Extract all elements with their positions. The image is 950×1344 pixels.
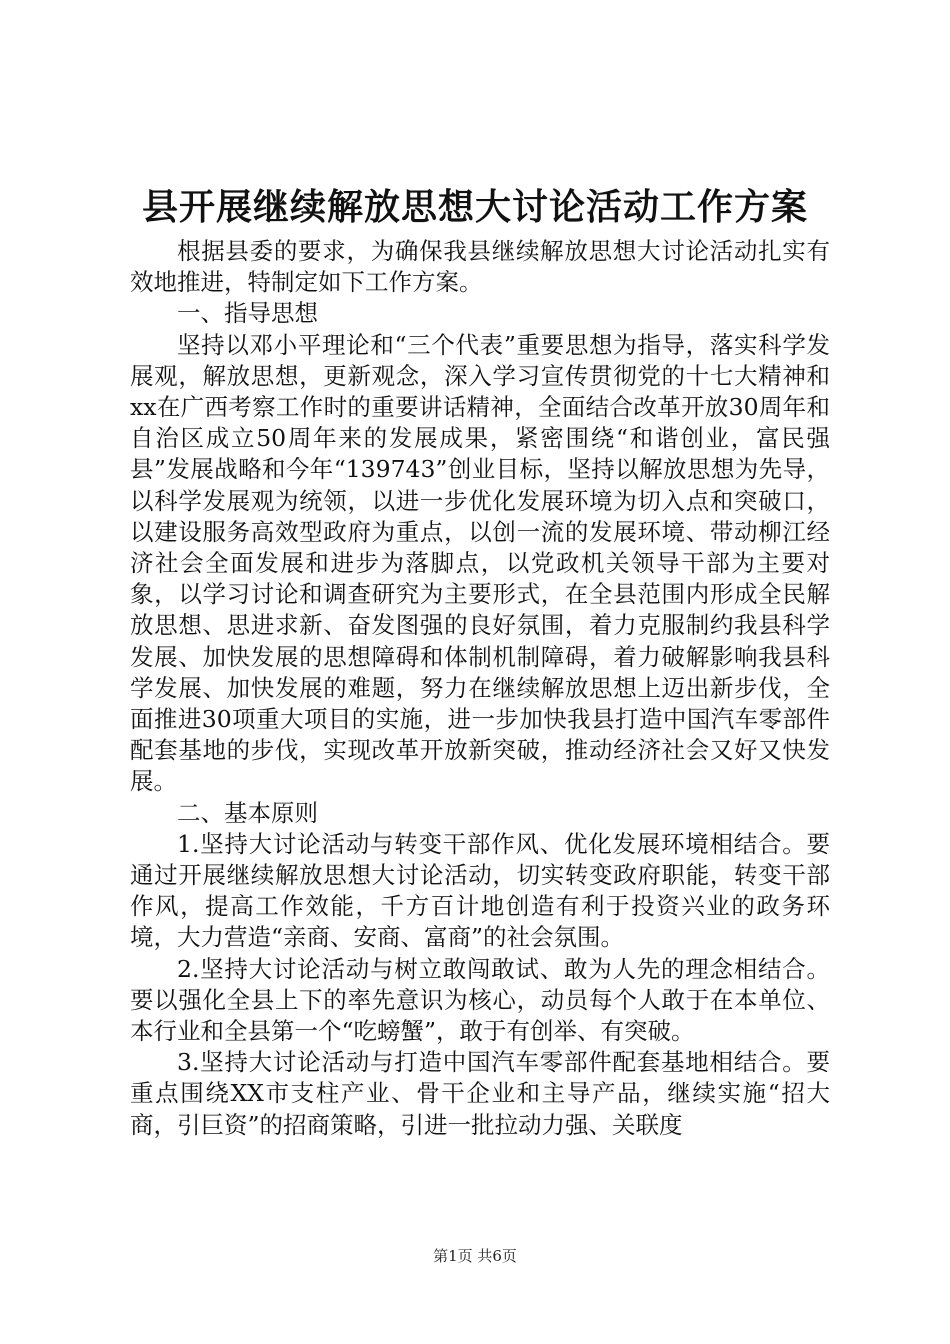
intro-paragraph: 根据县委的要求，为确保我县继续解放思想大讨论活动扎实有效地推进，特制定如下工作方案。 [130, 237, 830, 297]
section-heading: 二、基本原则 [177, 798, 318, 827]
section-heading: 一、指导思想 [177, 299, 318, 328]
page-number-footer: 第1页 共6页 [433, 1247, 517, 1265]
document-title: 县开展继续解放思想大讨论活动工作方案 [141, 186, 808, 228]
body-paragraph: 1.坚持大讨论活动与转变干部作风、优化发展环境相结合。要通过开展继续解放思想大讨论活动，切实转变政府职能，转变干部作风，提高工作效能，千方百计地创造有利于投资兴业的政务环境，大力营造“亲商、安商、富商”的社会氛围。 [130, 829, 830, 952]
document-body [130, 236, 830, 1141]
body-paragraph: 2.坚持大讨论活动与树立敢闯敢试、敢为人先的理念相结合。要以强化全县上下的率先意识为核心，动员每个人敢于在本单位、本行业和全县第一个“吃螃蟹”，敢于有创举、有突破。 [130, 954, 830, 1046]
body-paragraph: 坚持以邓小平理论和“三个代表”重要思想为指导，落实科学发展观，解放思想，更新观念，深入学习宣传贯彻党的十七大精神和xx在广西考察工作时的重要讲话精神，全面结合改革开放30周年和自治区成立50周年来的发展成果，紧密围绕“和谐创业，富民强县”发展战略和今年“139743”创业目标，坚持以解放思想为先导，以科学发展观为统领，以进一步优化发展环境为切入点和突破口，以建设服务高效型政府为重点，以创一流的发展环境、带动柳江经济社会全面发展和进步为落脚点，以党政机关领导干部为主要对象，以学习讨论和调查研究为主要形式，在全县范围内形成全民解放思想、思进求新、奋发图强的良好氛围，着力克服制约我县科学发展、加快发展的思想障碍和体制机制障碍，着力破解影响我县科学发展、加快发展的难题，努力在继续解放思想上迈出新步伐，全面推进30项重大项目的实施，进一步加快我县打造中国汽车零部件配套基地的步伐，实现改革开放新突破，推动经济社会又好又快发展。 [130, 330, 830, 796]
body-paragraph: 3.坚持大讨论活动与打造中国汽车零部件配套基地相结合。要重点围绕XX市支柱产业、骨干企业和主导产品，继续实施“招大商，引巨资”的招商策略，引进一批拉动力强、关联度 [130, 1048, 830, 1139]
